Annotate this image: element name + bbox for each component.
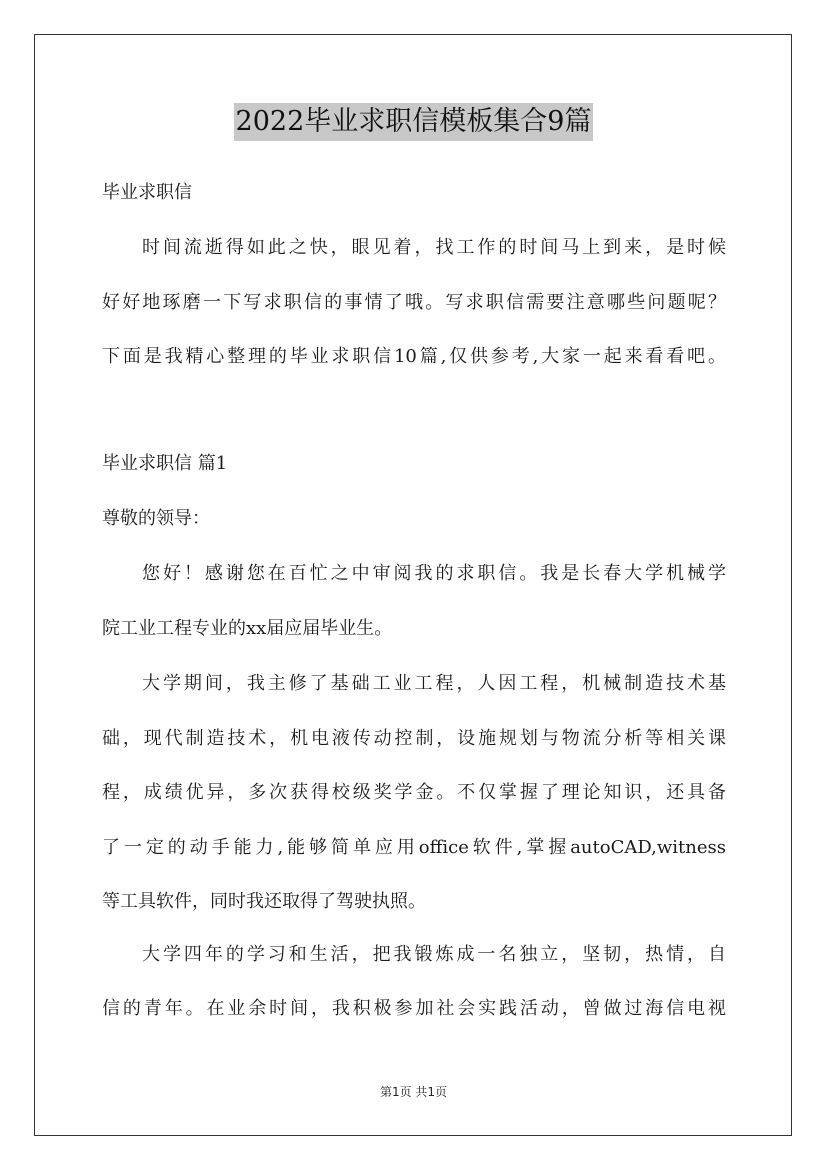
intro-line: 好好地琢磨一下写求职信的事情了哦。写求职信需要注意哪些问题呢？ bbox=[102, 292, 726, 313]
paragraph-line: 信的青年。在业余时间，我积极参加社会实践活动，曾做过海信电视 bbox=[102, 998, 726, 1019]
intro-line: 时间流逝得如此之快，眼见着，找工作的时间马上到来，是时候 bbox=[142, 237, 726, 258]
paragraph-line: 了一定的动手能力,能够简单应用office软件,掌握autoCAD,witness bbox=[102, 837, 726, 858]
paragraph-line: 大学期间，我主修了基础工业工程，人因工程，机械制造技术基 bbox=[142, 673, 726, 694]
section-heading: 毕业求职信 篇1 bbox=[102, 453, 228, 474]
paragraph-line: 院工业工程专业的xx届应届毕业生。 bbox=[102, 618, 393, 639]
document-title: 2022毕业求职信模板集合9篇 bbox=[234, 103, 594, 141]
intro-line: 下面是我精心整理的毕业求职信10篇,仅供参考,大家一起来看看吧。 bbox=[102, 346, 726, 367]
paragraph-line: 础，现代制造技术，机电液传动控制，设施规划与物流分析等相关课 bbox=[102, 728, 726, 749]
page-footer: 第1页 共1页 bbox=[379, 1085, 448, 1099]
salutation: 尊敬的领导： bbox=[102, 508, 210, 529]
title-container bbox=[0, 103, 827, 141]
paragraph-line: 程，成绩优异，多次获得校级奖学金。不仅掌握了理论知识，还具备 bbox=[102, 782, 726, 803]
paragraph-line: 您好！感谢您在百忙之中审阅我的求职信。我是长春大学机械学 bbox=[142, 563, 726, 584]
intro-heading: 毕业求职信 bbox=[102, 182, 192, 203]
paragraph-line: 大学四年的学习和生活，把我锻炼成一名独立，坚韧，热情，自 bbox=[142, 944, 726, 965]
paragraph-line: 等工具软件，同时我还取得了驾驶执照。 bbox=[102, 891, 426, 912]
